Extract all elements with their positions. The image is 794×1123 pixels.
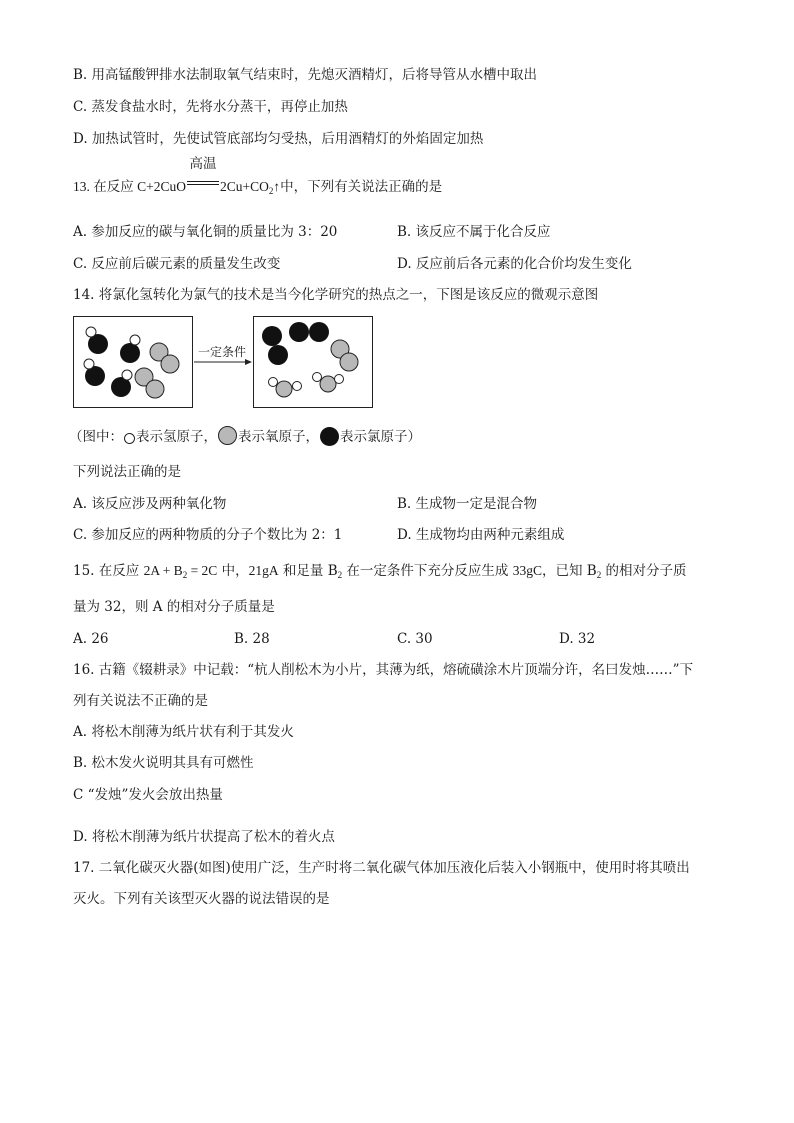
q15-equation-subscript: 2 <box>182 570 188 580</box>
reaction-arrow-head <box>245 359 252 365</box>
hydrogen-atom <box>293 382 302 391</box>
q14-option-a: A. 该反应涉及两种氧化物 <box>73 496 227 512</box>
oxygen-atom <box>340 353 358 371</box>
q13-stem-suffix: ↑中，下列有关说法正确的是 <box>273 179 443 194</box>
hydrogen-atom <box>269 378 278 387</box>
q17-stem-line1: 17. 二氧化碳灭火器(如图)使用广泛，生产时将二氧化碳气体加压液化后装入小钢瓶中，使用时将其喷出 <box>73 860 690 876</box>
q15-mass-c: 33gC <box>512 563 542 578</box>
q15-equation: 2A + B <box>143 563 183 578</box>
q13-option-d: D. 反应前后各元素的化合价均发生变化 <box>397 256 632 272</box>
q15-option-d: D. 32 <box>559 631 596 647</box>
q12-option-b: B. 用高锰酸钾排水法制取氧气结束时，先熄灭酒精灯，后将导管从水槽中取出 <box>73 67 538 83</box>
oxygen-atom <box>276 381 292 397</box>
q15-b2-subscript-2: 2 <box>596 570 602 580</box>
hydrogen-atom <box>130 335 140 345</box>
q12-option-c: C. 蒸发食盐水时，先将水分蒸干，再停止加热 <box>73 99 348 115</box>
q13-stem <box>73 156 443 200</box>
chlorine-atom <box>289 322 309 342</box>
chlorine-atom <box>268 345 288 365</box>
legend-oxygen-text: 表示氧原子， <box>238 429 319 445</box>
q14-option-d: D. 生成物均由两种元素组成 <box>397 527 565 543</box>
q15-stem-line1 <box>73 562 687 584</box>
oxygen-atom-legend-icon <box>218 426 237 445</box>
oxygen-atom <box>146 380 164 398</box>
hydrogen-atom <box>122 370 132 380</box>
q17-stem-line2: 灭火。下列有关该型灭火器的说法错误的是 <box>73 891 330 907</box>
legend-chlorine-text: 表示氯原子） <box>340 429 421 445</box>
oxygen-atom <box>161 355 179 373</box>
legend-hydrogen-text: 表示氢原子， <box>136 429 217 445</box>
q15-mass-a: 21gA <box>248 563 279 578</box>
reaction-arrow-label: 一定条件 <box>197 345 247 359</box>
q15-text-3: 在一定条件下充分反应生成 <box>342 563 513 579</box>
q13-stem-prefix: 13. 在反应 C+2CuO <box>73 179 186 194</box>
q14-option-c: C. 参加反应的两种物质的分子个数比为 2：1 <box>73 527 343 543</box>
oxygen-atom <box>320 376 336 392</box>
hydrogen-atom <box>86 327 96 337</box>
chlorine-atom-legend-icon <box>320 427 339 446</box>
q16-stem-line1: 16. 古籍《辍耕录》中记载：“杭人削松木为小片，其薄为纸，熔硫磺涂木片顶端分许，名曰发烛……”下 <box>73 662 694 678</box>
chlorine-atom <box>262 326 282 346</box>
hydrogen-atom <box>84 359 94 369</box>
legend-prefix: （图中： <box>69 429 123 445</box>
q15-prefix: 15. 在反应 <box>73 563 144 579</box>
chlorine-atom <box>309 322 329 342</box>
q13-reaction-equals <box>186 156 220 191</box>
q15-text-1: 中， <box>217 563 249 579</box>
q14-legend <box>69 426 421 446</box>
q13-products: 2Cu+CO <box>220 179 269 194</box>
q14-question: 下列说法正确的是 <box>73 464 181 480</box>
q13-option-c: C. 反应前后碳元素的质量发生改变 <box>73 256 281 272</box>
q15-text-2: 和足量 B <box>278 563 338 579</box>
q14-reaction-diagram <box>73 316 375 408</box>
q16-option-a: A. 将松木削薄为纸片状有利于其发火 <box>73 724 294 740</box>
q16-stem-line2: 列有关说法不正确的是 <box>73 693 208 709</box>
q14-stem: 14. 将氯化氢转化为氯气的技术是当今化学研究的热点之一，下图是该反应的微观示意图 <box>73 287 599 303</box>
chlorine-atom <box>120 343 140 363</box>
q13-co2-subscript: 2 <box>268 186 274 196</box>
q15-option-a: A. 26 <box>73 631 109 647</box>
q15-text-5: 的相对分子质 <box>601 563 687 579</box>
q13-option-a: A. 参加反应的碳与氧化铜的质量比为 3：20 <box>73 224 338 240</box>
q12-option-d: D. 加热试管时，先使试管底部均匀受热，后用酒精灯的外焰固定加热 <box>73 131 484 147</box>
q13-reaction-condition: 高温 <box>189 156 217 171</box>
q15-text-4: ，已知 B <box>541 563 597 579</box>
q15-option-b: B. 28 <box>234 631 270 647</box>
q15-option-c: C. 30 <box>397 631 433 647</box>
hydrogen-atom <box>313 373 322 382</box>
q16-option-c: C “发烛”发火会放出热量 <box>73 787 223 803</box>
q15-b2-subscript: 2 <box>337 570 343 580</box>
q16-option-b: B. 松木发火说明其具有可燃性 <box>73 755 254 771</box>
q14-option-b: B. 生成物一定是混合物 <box>397 496 538 512</box>
q15-stem-line2: 量为 32，则 A 的相对分子质量是 <box>73 599 275 615</box>
q13-option-b: B. 该反应不属于化合反应 <box>397 224 551 240</box>
q16-option-d: D. 将松木削薄为纸片状提高了松木的着火点 <box>73 829 335 845</box>
q15-equation-rest: = 2C <box>187 563 218 578</box>
hydrogen-atom <box>335 375 344 384</box>
hydrogen-atom-legend-icon <box>124 433 135 444</box>
